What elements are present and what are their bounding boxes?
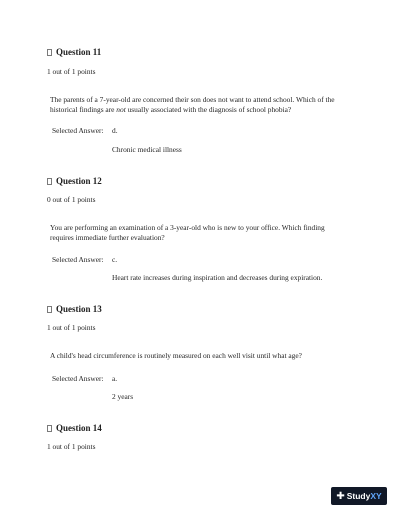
question-14-title [47,423,102,433]
plus-icon: ✚ [336,490,345,502]
selected-answer-text: Chronic medical illness [112,145,182,154]
question-title: Question 12 [56,176,102,186]
brand-part-2: XY [370,491,382,501]
question-13-text: A child's head circumference is routinely measured on each well visit until what age? [50,351,302,360]
selected-answer-text: 2 years [112,392,134,401]
selected-answer-letter: d. [112,126,118,135]
status-icon [47,425,52,432]
selected-answer-label: Selected Answer: [52,126,104,135]
question-title: Question 13 [56,304,102,314]
question-12-text: You are performing an examination of a 3-year-old who is new to your office. Which finding requires immediate further evaluation? [50,223,325,242]
question-text-part: The parents of a 7-year-old are concerned their son does not want to attend school. Which of the historical findings are [50,95,335,114]
status-icon [47,49,52,56]
selected-answer-text: Heart rate increases during inspiration and decreases during expiration. [112,273,323,282]
status-icon [47,306,52,313]
question-11-title [47,47,101,57]
selected-answer-label: Selected Answer: [52,374,104,383]
selected-answer-letter: a. [112,374,118,383]
selected-answer-letter: c. [112,255,118,264]
question-12-title [47,176,102,186]
question-12-points: 0 out of 1 points [47,195,96,204]
question-text-part: usually associated with the diagnosis of school phobia? [125,104,292,114]
selected-answer-label: Selected Answer: [52,255,104,264]
question-11-points: 1 out of 1 points [47,67,96,76]
studyxy-logo [331,487,387,505]
brand-part-1: Study [346,491,371,501]
question-text-emphasis: not [116,104,126,114]
question-13-title [47,304,102,314]
status-icon [47,178,52,185]
question-title: Question 14 [56,423,102,433]
question-11-text [50,95,350,114]
question-title: Question 11 [56,47,102,57]
question-13-points: 1 out of 1 points [47,323,96,332]
brand-name [347,491,382,501]
question-14-points: 1 out of 1 points [47,442,96,451]
